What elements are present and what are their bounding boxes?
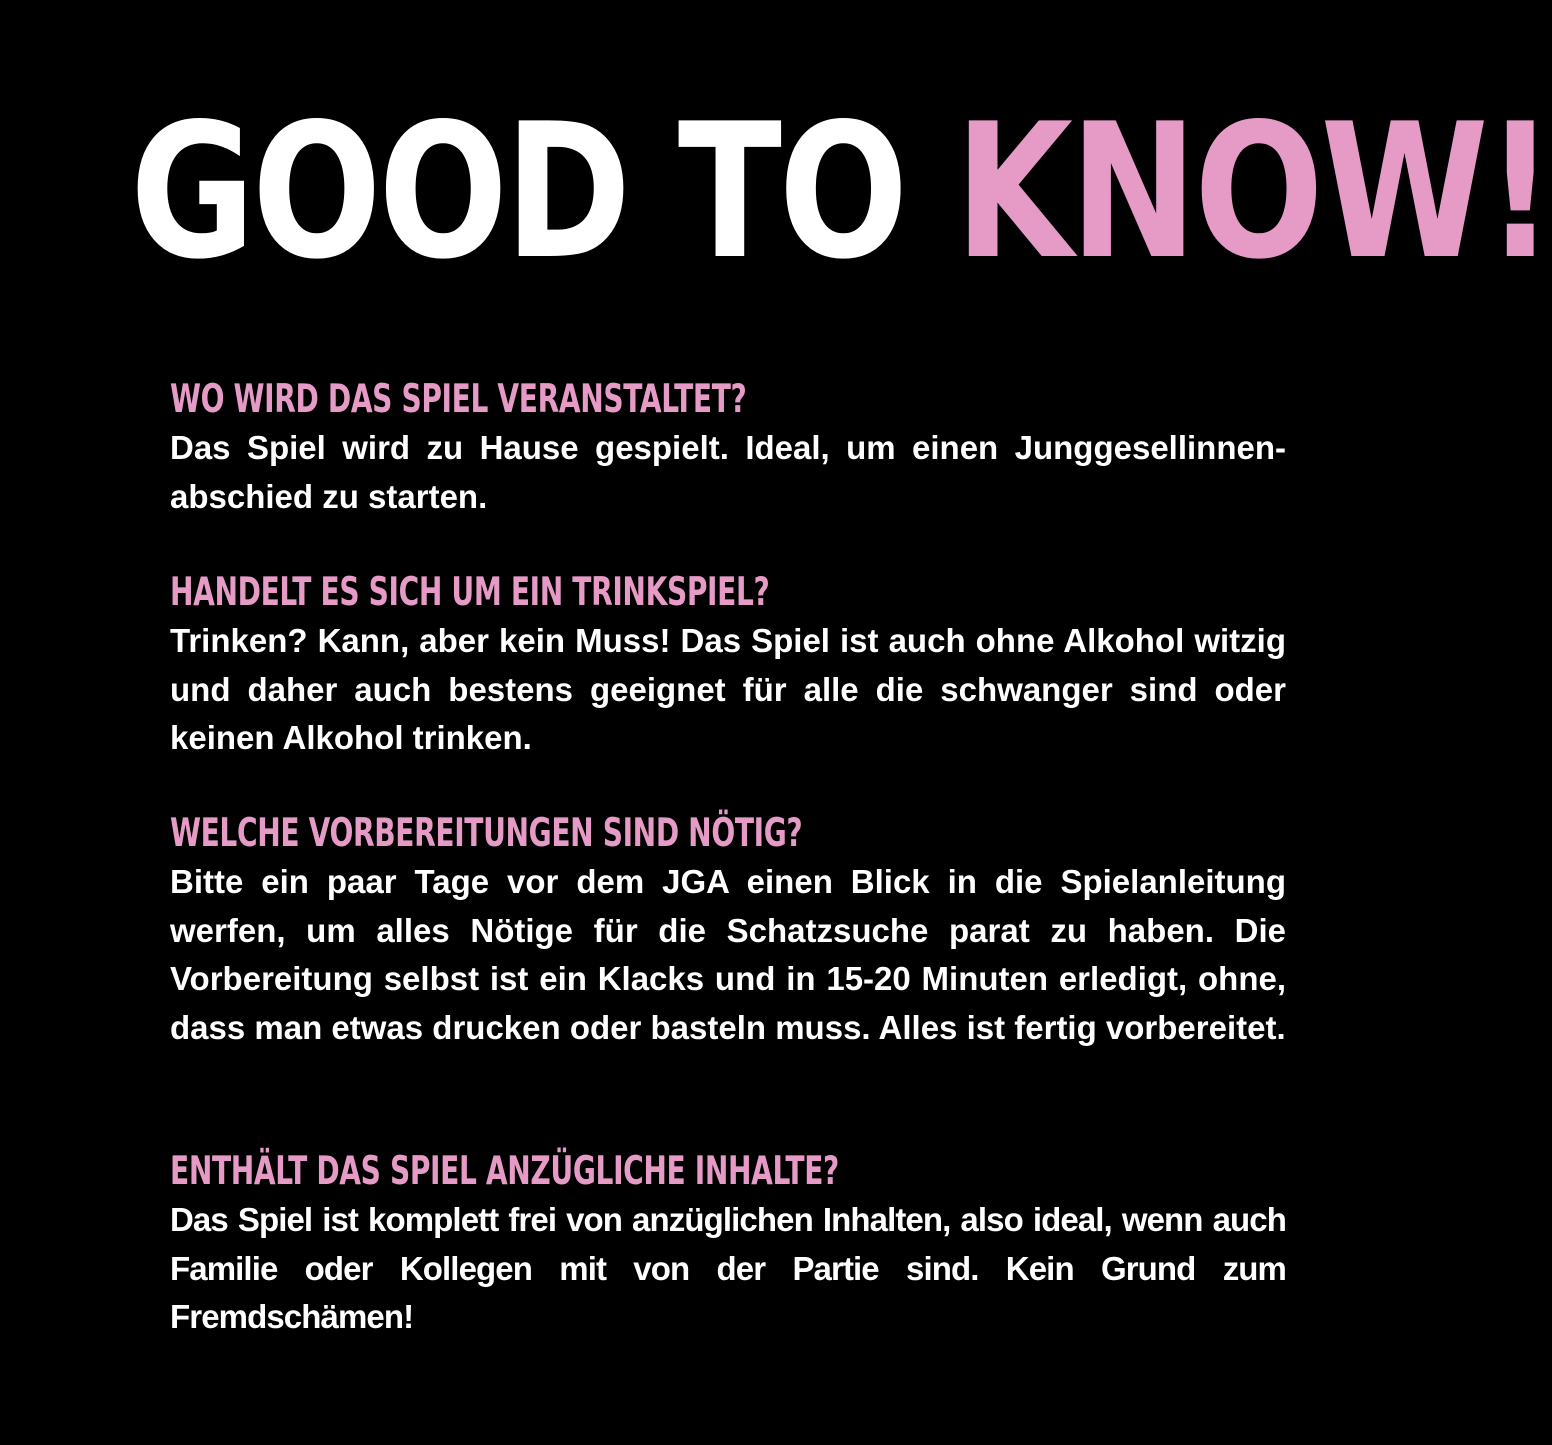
faq-item-content [170, 1148, 1286, 1342]
faq-question: WO WIRD DAS SPIEL VERANSTALTET? [170, 377, 747, 422]
faq-item-preparation [170, 810, 1286, 1052]
faq-answer: Das Spiel wird zu Hause gespielt. Ideal, um einen Junggesellinnen-abschied zu starten. [170, 429, 1286, 515]
faq-answer: Das Spiel ist komplett frei von anzüglichen Inhalten, also ideal, wenn auch Familie oder Kollegen mit von der Partie sind. Kein Grund zum Fremdschämen! [170, 1201, 1286, 1335]
faq-question: ENTHÄLT DAS SPIEL ANZÜGLICHE INHALTE? [170, 1149, 839, 1194]
faq-answer: Trinken? Kann, aber kein Muss! Das Spiel ist auch ohne Alkohol witzig und daher auch bestens geeignet für alle die schwanger sind oder keinen Alkohol trinken. [170, 622, 1286, 756]
faq-item-location [170, 376, 1286, 521]
title-white-part: GOOD TO [130, 83, 955, 300]
faq-item-drinking-game [170, 569, 1286, 763]
faq-question: WELCHE VORBEREITUNGEN SIND NÖTIG? [170, 811, 803, 856]
faq-question: HANDELT ES SICH UM EIN TRINKSPIEL? [170, 570, 770, 615]
faq-answer: Bitte ein paar Tage vor dem JGA einen Blick in die Spielanleitung werfen, um alles Nötige für die Schatzsuche parat zu haben. Die Vorbereitung selbst ist ein Klacks und in 15-20 Minuten erledigt, ohne, dass man etwas drucken oder basteln muss. Alles ist fertig vorbereitet. [170, 863, 1286, 1046]
title-pink-part: KNOW! [954, 83, 1552, 300]
page-title [130, 83, 1552, 300]
